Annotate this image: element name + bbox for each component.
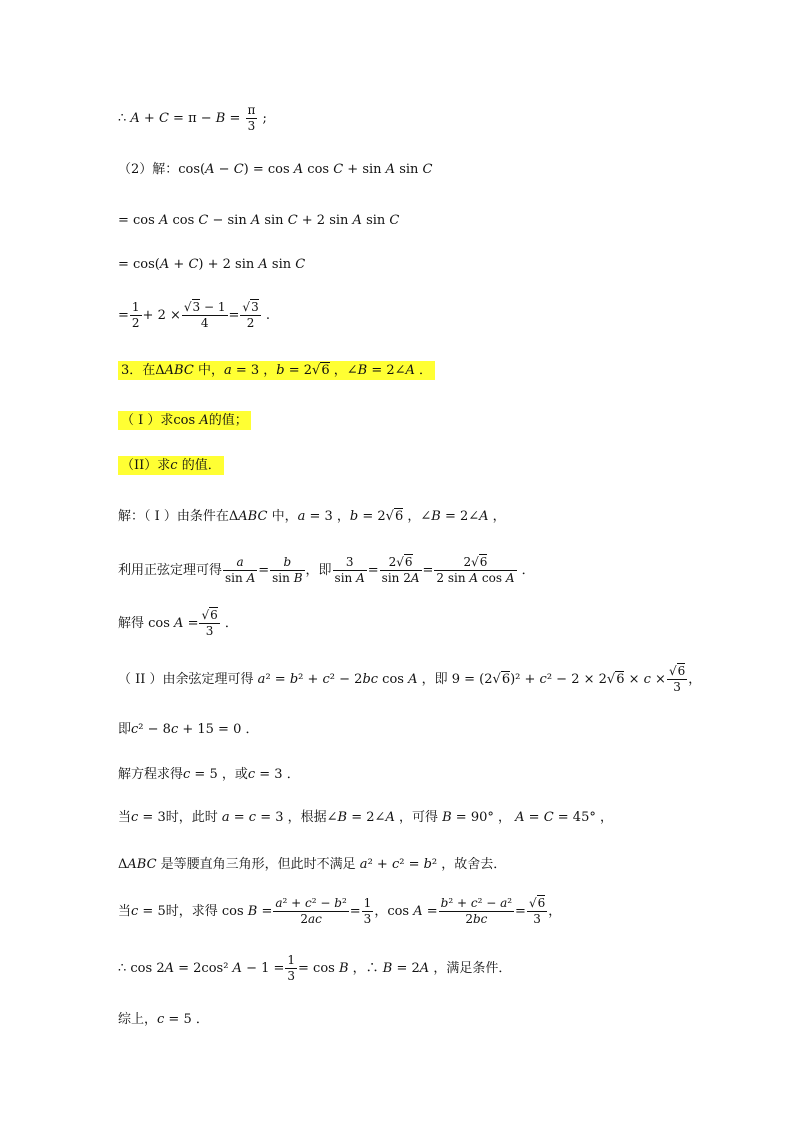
text-line-15: 当c = 3时，此时 a = c = 3 ，根据∠B = 2∠A ，可得 B = 90° ， A = C = 45° ， [118,810,613,825]
text-line-19: 综上，c = 5 ． [118,1012,209,1027]
problem-3-part-2: （II）求c 的值． [118,456,224,476]
math-text: ∴ A + C = π − B = [118,111,245,126]
text-line-16: ΔABC 是等腰直角三角形，但此时不满足 a² + c² = b² ，故舍去． [118,857,507,872]
fraction: $\frac{\pi}{3}$ [247,103,256,133]
text-line-1: ∴ A + C = π − B = $\frac{\pi}{3}$ ; [118,103,267,133]
text-line-14: 解方程求得c = 5 ，或c = 3 ． [118,767,300,782]
text-line-5: = $\frac{1}{2}$ + 2 × $\frac{√3 - 1}{4}$ = $\frac{√3}{2}$ . [118,300,270,330]
text-line-13: 即c² − 8c + 15 = 0 ． [118,722,259,737]
text-line-10: 利用正弦定理可得 $\frac{a}{\text{sin A}}$ = $\frac{b}{\text{sin B}}$ ，即 $\frac{3}{\text{sin A}}$ = $\frac{2√6}{\sin 2A}$ = $\frac{2√6}{\text{2 sin A cos A}}$ ． [118,555,535,585]
text-line-18: ∴ cos 2A = 2cos² A − 1 = $\frac{1}{3}$ = cos B ，∴ B = 2A ，满足条件． [118,953,512,983]
text-line-11: 解得 cos A = $\frac{√6}{3}$ ． [118,608,238,638]
text-line-17: 当c = 5时，求得 cos B = $\frac{\text{a² + c² − b²}}{2ac}$ = $\frac{1}{3}$ ，cos A = $\frac{\text{b² + c² − a²}}{2bc}$ = $\frac{√6}{3}$ ， [118,896,562,926]
text-line-12: （ II ）由余弦定理可得 a² = b² + c² − 2bc cos A ，即 9 = (2√6)² + c² − 2 × 2√6 × c × $\frac{√6}{3}$ ， [118,664,702,694]
text-line-2: （2）解：cos(A − C) = cos A cos C + sin A sin C [118,162,433,177]
text-line-9: 解：（ I ）由条件在ΔABC 中，a = 3 ，b = 2√6 ，∠B = 2∠A ， [118,509,506,524]
problem-3-part-1: （ I ）求cos A的值； [118,411,251,431]
problem-3-statement: 3．在ΔABC 中，a = 3 ，b = 2√6 ，∠B = 2∠A ． [118,361,435,381]
text-line-4: = cos(A + C) + 2 sin A sin C [118,257,306,272]
text-line-3: = cos A cos C − sin A sin C + 2 sin A sin C [118,213,400,228]
